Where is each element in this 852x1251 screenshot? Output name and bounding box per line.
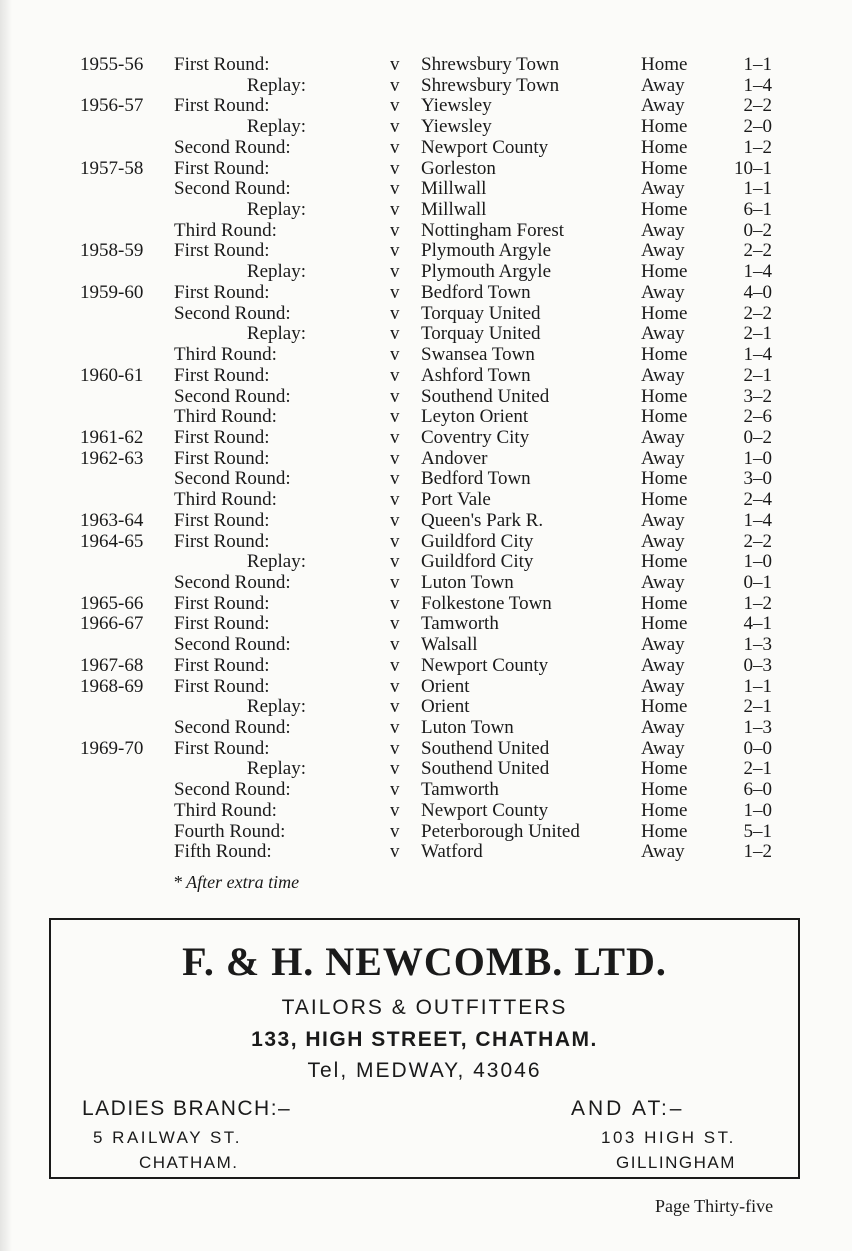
opponent-cell: Yiewsley [421,116,492,138]
score-cell: 1–3 [743,634,772,656]
season-cell: 1969-70 [80,737,144,759]
opponent-cell: Queen's Park R. [421,509,544,531]
versus-cell: v [390,157,400,179]
score-cell: 1–1 [743,178,772,200]
venue-cell: Home [641,489,688,511]
venue-cell: Home [641,468,688,490]
venue-cell: Home [641,261,688,283]
score-cell: 0–1 [743,571,772,593]
venue-cell: Away [641,571,685,593]
result-row [0,221,852,242]
versus-cell: v [390,737,400,759]
score-cell: 6–1 [743,199,772,221]
score-cell: 2–6 [743,406,772,428]
season-cell: 1955-56 [80,54,144,75]
opponent-cell: Torquay United [421,302,541,324]
versus-cell: v [390,261,400,283]
opponent-cell: Newport County [421,136,549,158]
advertisement-box [49,918,800,1179]
round-cell: First Round: [174,364,270,386]
score-cell: 1–2 [743,136,772,158]
ladies-branch-heading: LADIES BRANCH:– [82,1097,292,1120]
score-cell: 2–1 [743,364,772,386]
result-row [0,117,852,138]
versus-cell: v [390,95,400,117]
versus-cell: v [390,240,400,262]
versus-cell: v [390,675,400,697]
score-cell: 1–2 [743,841,772,863]
versus-cell: v [390,551,400,573]
round-cell: Fifth Round: [174,841,272,863]
venue-cell: Home [641,799,688,821]
opponent-cell: Folkestone Town [421,592,552,614]
venue-cell: Away [641,178,685,200]
result-row [0,387,852,408]
result-row [0,428,852,449]
result-row [0,283,852,304]
result-row [0,304,852,325]
score-cell: 4–0 [743,281,772,303]
opponent-cell: Plymouth Argyle [421,261,552,283]
result-row [0,656,852,677]
round-cell: Replay: [246,551,306,573]
season-cell: 1958-59 [80,240,144,262]
opponent-cell: Bedford Town [421,468,531,490]
round-cell: Second Round: [174,178,291,200]
opponent-cell: Newport County [421,799,549,821]
season-cell: 1964-65 [80,530,144,552]
round-cell: Second Round: [174,136,291,158]
round-cell: Second Round: [174,385,291,407]
versus-cell: v [390,613,400,635]
season-cell: 1960-61 [80,364,144,386]
advert-company-name: F. & H. NEWCOMB. LTD. [182,939,667,984]
result-row [0,449,852,470]
opponent-cell: Gorleston [421,157,496,179]
round-cell: Second Round: [174,779,291,801]
result-row [0,739,852,760]
venue-cell: Away [641,240,685,262]
round-cell: Third Round: [174,219,277,241]
result-row [0,511,852,532]
score-cell: 1–4 [743,344,772,366]
versus-cell: v [390,344,400,366]
versus-cell: v [390,696,400,718]
versus-cell: v [390,530,400,552]
opponent-cell: Plymouth Argyle [421,240,552,262]
round-cell: First Round: [174,95,270,117]
versus-cell: v [390,820,400,842]
versus-cell: v [390,468,400,490]
venue-cell: Away [641,426,685,448]
season-cell: 1965-66 [80,592,144,614]
score-cell: 1–1 [743,675,772,697]
opponent-cell: Guildford City [421,551,534,573]
result-row [0,801,852,822]
score-cell: 0–2 [743,219,772,241]
venue-cell: Home [641,54,688,75]
result-row [0,179,852,200]
ladies-branch-street: 5 RAILWAY ST. [93,1128,243,1147]
opponent-cell: Shrewsbury Town [421,74,560,96]
opponent-cell: Southend United [421,385,550,407]
season-cell: 1963-64 [80,509,144,531]
round-cell: Replay: [246,199,306,221]
opponent-cell: Port Vale [421,489,491,511]
versus-cell: v [390,406,400,428]
opponent-cell: Bedford Town [421,281,531,303]
round-cell: Fourth Round: [174,820,286,842]
versus-cell: v [390,426,400,448]
venue-cell: Away [641,509,685,531]
venue-cell: Home [641,779,688,801]
score-cell: 2–1 [743,323,772,345]
advert-telephone: Tel, MEDWAY, 43046 [307,1059,542,1082]
opponent-cell: Leyton Orient [421,406,529,428]
result-row [0,635,852,656]
opponent-cell: Newport County [421,654,549,676]
opponent-cell: Swansea Town [421,344,535,366]
venue-cell: Away [641,323,685,345]
venue-cell: Away [641,95,685,117]
season-cell: 1956-57 [80,95,144,117]
result-row [0,262,852,283]
round-cell: Third Round: [174,406,277,428]
round-cell: Replay: [246,696,306,718]
round-cell: First Round: [174,447,270,469]
score-cell: 5–1 [743,820,772,842]
opponent-cell: Nottingham Forest [421,219,565,241]
venue-cell: Away [641,74,685,96]
score-cell: 0–2 [743,426,772,448]
versus-cell: v [390,302,400,324]
advert-tagline: TAILORS & OUTFITTERS [281,996,568,1019]
round-cell: First Round: [174,592,270,614]
score-cell: 1–4 [743,509,772,531]
score-cell: 4–1 [743,613,772,635]
result-row [0,780,852,801]
versus-cell: v [390,178,400,200]
opponent-cell: Luton Town [421,571,514,593]
ladies-branch-town: CHATHAM. [139,1153,239,1172]
result-row [0,532,852,553]
venue-cell: Away [641,654,685,676]
venue-cell: Home [641,758,688,780]
versus-cell: v [390,219,400,241]
versus-cell: v [390,571,400,593]
versus-cell: v [390,779,400,801]
opponent-cell: Walsall [421,634,478,656]
score-cell: 2–4 [743,489,772,511]
venue-cell: Home [641,592,688,614]
venue-cell: Home [641,302,688,324]
versus-cell: v [390,323,400,345]
opponent-cell: Ashford Town [421,364,531,386]
venue-cell: Away [641,675,685,697]
versus-cell: v [390,136,400,158]
score-cell: 10–1 [734,157,772,179]
score-cell: 0–3 [743,654,772,676]
round-cell: Replay: [246,74,306,96]
venue-cell: Home [641,820,688,842]
opponent-cell: Orient [421,675,470,697]
page-number: Page Thirty-five [655,1196,774,1216]
venue-cell: Home [641,406,688,428]
score-cell: 2–2 [743,302,772,324]
venue-cell: Home [641,613,688,635]
round-cell: First Round: [174,54,270,75]
score-cell: 0–0 [743,737,772,759]
round-cell: Second Round: [174,468,291,490]
result-row [0,759,852,780]
versus-cell: v [390,447,400,469]
venue-cell: Away [641,841,685,863]
versus-cell: v [390,116,400,138]
result-row [0,677,852,698]
result-row [0,76,852,97]
round-cell: Third Round: [174,344,277,366]
score-cell: 6–0 [743,779,772,801]
opponent-cell: Peterborough United [421,820,580,842]
opponent-cell: Torquay United [421,323,541,345]
result-row [0,241,852,262]
result-row [0,842,852,863]
round-cell: Second Round: [174,634,291,656]
opponent-cell: Luton Town [421,717,514,738]
venue-cell: Home [641,116,688,138]
venue-cell: Away [641,364,685,386]
score-cell: 1–4 [743,261,772,283]
round-cell: First Round: [174,530,270,552]
venue-cell: Home [641,157,688,179]
result-row [0,366,852,387]
versus-cell: v [390,717,400,738]
round-cell: Replay: [246,261,306,283]
versus-cell: v [390,199,400,221]
round-cell: Replay: [246,758,306,780]
result-row [0,345,852,366]
advert-address: 133, HIGH STREET, CHATHAM. [251,1028,598,1051]
venue-cell: Home [641,551,688,573]
score-cell: 1–0 [743,551,772,573]
season-cell: 1957-58 [80,157,144,179]
score-cell: 2–2 [743,95,772,117]
opponent-cell: Millwall [421,199,487,221]
score-cell: 1–0 [743,447,772,469]
opponent-cell: Orient [421,696,470,718]
round-cell: First Round: [174,654,270,676]
round-cell: First Round: [174,737,270,759]
versus-cell: v [390,509,400,531]
opponent-cell: Southend United [421,758,550,780]
and-at-heading: AND AT:– [571,1097,685,1120]
round-cell: Third Round: [174,489,277,511]
venue-cell: Home [641,344,688,366]
round-cell: Second Round: [174,302,291,324]
round-cell: First Round: [174,281,270,303]
result-row [0,552,852,573]
versus-cell: v [390,634,400,656]
round-cell: First Round: [174,240,270,262]
result-row [0,159,852,180]
round-cell: Second Round: [174,571,291,593]
versus-cell: v [390,385,400,407]
opponent-cell: Yiewsley [421,95,492,117]
score-cell: 2–1 [743,696,772,718]
venue-cell: Away [641,737,685,759]
season-cell: 1961-62 [80,426,144,448]
opponent-cell: Shrewsbury Town [421,54,560,75]
venue-cell: Away [641,634,685,656]
versus-cell: v [390,841,400,863]
versus-cell: v [390,654,400,676]
opponent-cell: Tamworth [421,613,499,635]
versus-cell: v [390,758,400,780]
venue-cell: Home [641,199,688,221]
venue-cell: Home [641,696,688,718]
score-cell: 2–2 [743,240,772,262]
opponent-cell: Andover [421,447,488,469]
versus-cell: v [390,799,400,821]
round-cell: First Round: [174,613,270,635]
opponent-cell: Guildford City [421,530,534,552]
venue-cell: Home [641,136,688,158]
result-row [0,324,852,345]
result-row [0,407,852,428]
score-cell: 3–0 [743,468,772,490]
venue-cell: Away [641,717,685,738]
result-row [0,96,852,117]
result-row [0,469,852,490]
result-row [0,55,852,76]
round-cell: First Round: [174,675,270,697]
result-row [0,718,852,739]
result-row [0,614,852,635]
footnote: * After extra time [173,872,300,892]
score-cell: 2–0 [743,116,772,138]
versus-cell: v [390,54,400,75]
season-cell: 1962-63 [80,447,144,469]
opponent-cell: Millwall [421,178,487,200]
result-row [0,822,852,843]
season-cell: 1967-68 [80,654,144,676]
venue-cell: Away [641,530,685,552]
season-cell: 1959-60 [80,281,144,303]
score-cell: 3–2 [743,385,772,407]
versus-cell: v [390,364,400,386]
round-cell: Third Round: [174,799,277,821]
round-cell: First Round: [174,157,270,179]
round-cell: Second Round: [174,717,291,738]
score-cell: 2–1 [743,758,772,780]
round-cell: Replay: [246,323,306,345]
versus-cell: v [390,74,400,96]
venue-cell: Home [641,385,688,407]
result-row [0,573,852,594]
second-branch-town: GILLINGHAM [616,1153,736,1172]
score-cell: 1–4 [743,74,772,96]
score-cell: 1–1 [743,54,772,75]
versus-cell: v [390,489,400,511]
score-cell: 1–2 [743,592,772,614]
result-row [0,138,852,159]
season-cell: 1968-69 [80,675,144,697]
venue-cell: Away [641,447,685,469]
opponent-cell: Coventry City [421,426,530,448]
versus-cell: v [390,592,400,614]
result-row [0,697,852,718]
opponent-cell: Tamworth [421,779,499,801]
score-cell: 1–3 [743,717,772,738]
second-branch-street: 103 HIGH ST. [601,1128,736,1147]
result-row [0,594,852,615]
opponent-cell: Watford [421,841,483,863]
score-cell: 2–2 [743,530,772,552]
versus-cell: v [390,281,400,303]
round-cell: First Round: [174,509,270,531]
venue-cell: Away [641,281,685,303]
season-cell: 1966-67 [80,613,144,635]
result-row [0,200,852,221]
round-cell: First Round: [174,426,270,448]
result-row [0,490,852,511]
score-cell: 1–0 [743,799,772,821]
venue-cell: Away [641,219,685,241]
opponent-cell: Southend United [421,737,550,759]
cup-results-table [0,55,852,863]
round-cell: Replay: [246,116,306,138]
